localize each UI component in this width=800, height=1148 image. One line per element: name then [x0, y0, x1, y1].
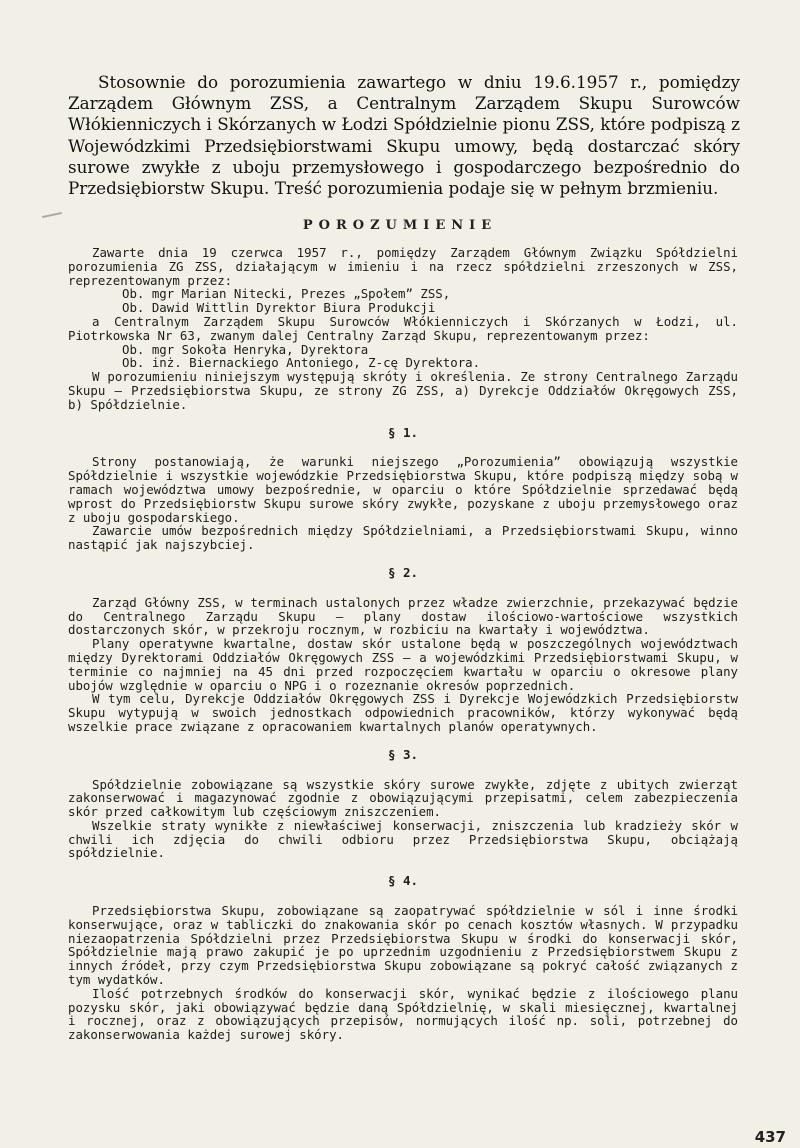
preamble-paragraph-3: W porozumieniu niniejszym występują skróty i określenia. Ze strony Centralnego Zarządu Skupu — Przedsiębiorstwa Skupu, ze strony ZG ZSS, a) Dyrekcje Oddziałów Okręgowych ZSS, b) Spółdzielnie.	[68, 369, 738, 412]
section-2-paragraph-3: W tym celu, Dyrekcje Oddziałów Okręgowych ZSS i Dyrekcje Wojewódzkich Przedsiębiorstw Skupu wytypują w swoich jednostkach odpowiednich pracowników, którzy wykonywać będą wszelkie prace związane z opracowaniem kwartalnych planów operatywnych.	[68, 691, 738, 734]
document-title: POROZUMIENIE	[302, 218, 498, 233]
section-4-paragraph-1: Przedsiębiorstwa Skupu, zobowiązane są zaopatrywać spółdzielnie w sól i inne środki konserwujące, oraz w tabliczki do znakowania skór po cenach kosztów własnych. W przypadku niezaopatrzenia Spółdzielni przez Przedsiębiorstwa Skupu w środki do konserwacji skór, Spółdzielnie mają prawo zakupić je po uprzednim uzgodnieniu z Przedsiębiorstwem Skupu z innych źródeł, przy czym Przedsiębiorstwa Skupu zobowiązane są pokryć całość związanych z tym wydatków.	[68, 903, 738, 988]
section-3-heading: § 3.	[387, 746, 419, 762]
section-3-paragraph-1: Spółdzielnie zobowiązane są wszystkie skóry surowe zwykłe, zdjęte z ubitych zwierząt zakonserwować i magazynować zgodnie z obowiązującymi przepisatmi, celem zabezpieczenia skór przed całkowitym lub częściowym zniszczeniem.	[68, 776, 738, 820]
section-1-heading: § 1.	[387, 424, 419, 440]
preamble-paragraph-2: a Centralnym Zarządem Skupu Surowców Włókienniczych i Skórzanych w Łodzi, ul. Piotrkowska Nr 63, zwanym dalej Centralny Zarząd Skupu, reprezentowanym przez:	[68, 313, 738, 343]
page-number: 437	[754, 1128, 786, 1146]
section-2-paragraph-1: Zarząd Główny ZSS, w terminach ustalonych przez władze zwierzchnie, przekazywać będzie do Centralnego Zarządu Skupu — plany dostaw ilościowo-wartościowe wszystkich dostarczonych skór, w przekroju rocznym, w rozbiciu na kwartały i województwa.	[68, 594, 738, 638]
representative-1: Ob. mgr Marian Nitecki, Prezes „Społem” ZSS,	[122, 286, 451, 302]
section-2-paragraph-2: Plany operatywne kwartalne, dostaw skór ustalone będą w poszczególnych województwach między Dyrektorami Oddziałów Okręgowych ZSS — a wojewódzkimi Przedsiębiorstwami Skupu, w terminie co najmniej na 45 dni przed rozpoczęciem kwartału w oparciu o okresowe plany ubojów względnie w oparciu o NPG i o rozeznanie okresów poprzednich.	[68, 636, 738, 693]
section-1-paragraph-1: Strony postanowiają, że warunki niejszego „Porozumienia” obowiązują wszystkie Spółdzielnie i wszystkie wojewódzkie Przedsiębiorstwa Skupu, które podpiszą między sobą w ramach województwa umowy bezpośrednie, w oparciu o które Spółdzielnie sprzedawać będą wprost do Przedsiębiorstw Skupu surowe skóry zwykłe, pozyskane z uboju przemysłowego oraz z uboju gospodarskiego.	[68, 454, 738, 525]
representative-4: Ob. inż. Biernackiego Antoniego, Z-cę Dyrektora.	[122, 355, 481, 371]
representative-3: Ob. mgr Sokoła Henryka, Dyrektora	[122, 341, 369, 357]
representative-2: Ob. Dawid Wittlin Dyrektor Biura Produkcji	[122, 300, 436, 316]
section-1-paragraph-2: Zawarcie umów bezpośrednich między Spółdzielniami, a Przedsiębiorstwami Skupu, winno nastąpić jak najszybciej.	[68, 523, 738, 553]
section-4-paragraph-2: Ilość potrzebnych środków do konserwacji skór, wynikać będzie z ilościowego planu pozysku skór, jaki obowiązywać będzie daną Spółdzielnię, w skali miesięcznej, kwartalnej i rocznej, oraz z obowiązujących przepisów, normujących ilość np. soli, potrzebnej do zakonserwowania każdej surowej skóry.	[68, 985, 738, 1043]
section-2-heading: § 2.	[387, 564, 419, 580]
preamble-paragraph-1: Zawarte dnia 19 czerwca 1957 r., pomiędzy Zarządem Głównym Związku Spółdzielni porozumienia ZG ZSS, działającym w imieniu i na rzecz spółdzielni zrzeszonych w ZSS, reprezentowanym przez:	[68, 245, 738, 288]
agreement-body	[68, 246, 738, 1042]
section-3-paragraph-2: Wszelkie straty wynikłe z niewłaściwej konserwacji, zniszczenia lub kradzieży skór w chwili ich zdjęcia do chwili odbioru przez Przedsiębiorstwa Skupu, obciążają spółdzielnie.	[68, 817, 738, 861]
intro-paragraph	[68, 72, 740, 199]
intro-text: Stosownie do porozumienia zawartego w dniu 19.6.1957 r., pomiędzy Zarządem Głównym ZSS, a Centralnym Zarządem Skupu Surowców Włókienniczych i Skórzanych w Łodzi Spółdzielnie pionu ZSS, które podpiszą z Wojewódzkimi Przedsiębiorstwami Skupu umowy, będą dostarczać skóry surowe zwykłe z uboju przemysłowego i gospodarczego bezpośrednio do Przedsiębiorstw Skupu. Treść porozumienia podaje się w pełnym brzmieniu.	[68, 72, 740, 199]
section-4-heading: § 4.	[387, 873, 419, 889]
